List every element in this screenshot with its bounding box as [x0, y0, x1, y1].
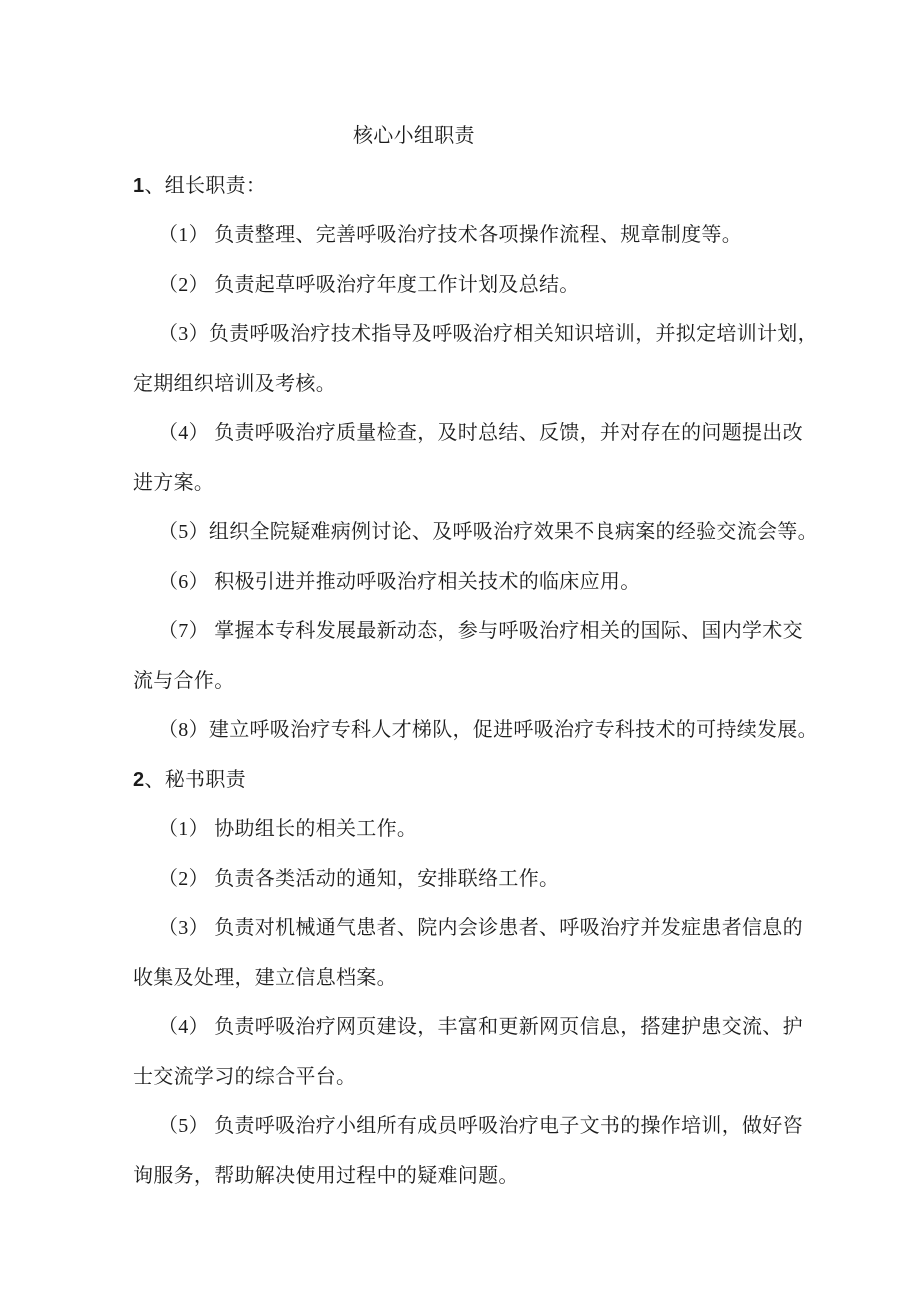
section-2-item-5-continuation: 询服务，帮助解决使用过程中的疑难问题。 [133, 1164, 519, 1187]
section-1-title: 、组长职责： [144, 174, 267, 197]
document-title: 核心小组职责 [353, 125, 475, 147]
section-2-title: 、秘书职责 [144, 768, 246, 791]
section-2-item-3: （3） 负责对机械通气患者、院内会诊患者、呼吸治疗并发症患者信息的 [158, 917, 803, 939]
section-1-item-4: （4） 负责呼吸治疗质量检查，及时总结、反馈，并对存在的问题提出改 [158, 422, 803, 444]
section-1-item-5: （5）组织全院疑难病例讨论、及呼吸治疗效果不良病案的经验交流会等。 [158, 521, 818, 543]
section-1-item-3: （3）负责呼吸治疗技术指导及呼吸治疗相关知识培训，并拟定培训计划， [158, 323, 818, 345]
section-1-item-8: （8）建立呼吸治疗专科人才梯队，促进呼吸治疗专科技术的可持续发展。 [158, 719, 818, 741]
section-2-item-5: （5） 负责呼吸治疗小组所有成员呼吸治疗电子文书的操作培训，做好咨 [158, 1115, 803, 1137]
section-1-item-2: （2） 负责起草呼吸治疗年度工作计划及总结。 [158, 273, 580, 296]
section-2-item-1: （1） 协助组长的相关工作。 [158, 818, 418, 840]
section-2-item-4: （4） 负责呼吸治疗网页建设，丰富和更新网页信息，搭建护患交流、护 [158, 1016, 803, 1038]
section-1-item-7: （7） 掌握本专科发展最新动态，参与呼吸治疗相关的国际、国内学术交 [158, 620, 803, 642]
section-2-heading [133, 756, 810, 806]
section-1-heading [133, 162, 810, 212]
section-2-number: 2 [133, 768, 145, 791]
section-1-item-7-continuation: 流与合作。 [133, 669, 235, 692]
section-2-item-4-continuation: 士交流学习的综合平台。 [133, 1065, 357, 1088]
section-1-item-1: （1） 负责整理、完善呼吸治疗技术各项操作流程、规章制度等。 [158, 224, 742, 246]
section-1-item-3-continuation: 定期组织培训及考核。 [133, 372, 336, 395]
section-1-item-6: （6） 积极引进并推动呼吸治疗相关技术的临床应用。 [158, 570, 641, 593]
section-2-item-2: （2） 负责各类活动的通知，安排联络工作。 [158, 867, 560, 890]
section-1-item-4-continuation: 进方案。 [133, 471, 215, 494]
section-1-number: 1 [133, 174, 145, 197]
section-2-item-3-continuation: 收集及处理，建立信息档案。 [133, 966, 397, 989]
